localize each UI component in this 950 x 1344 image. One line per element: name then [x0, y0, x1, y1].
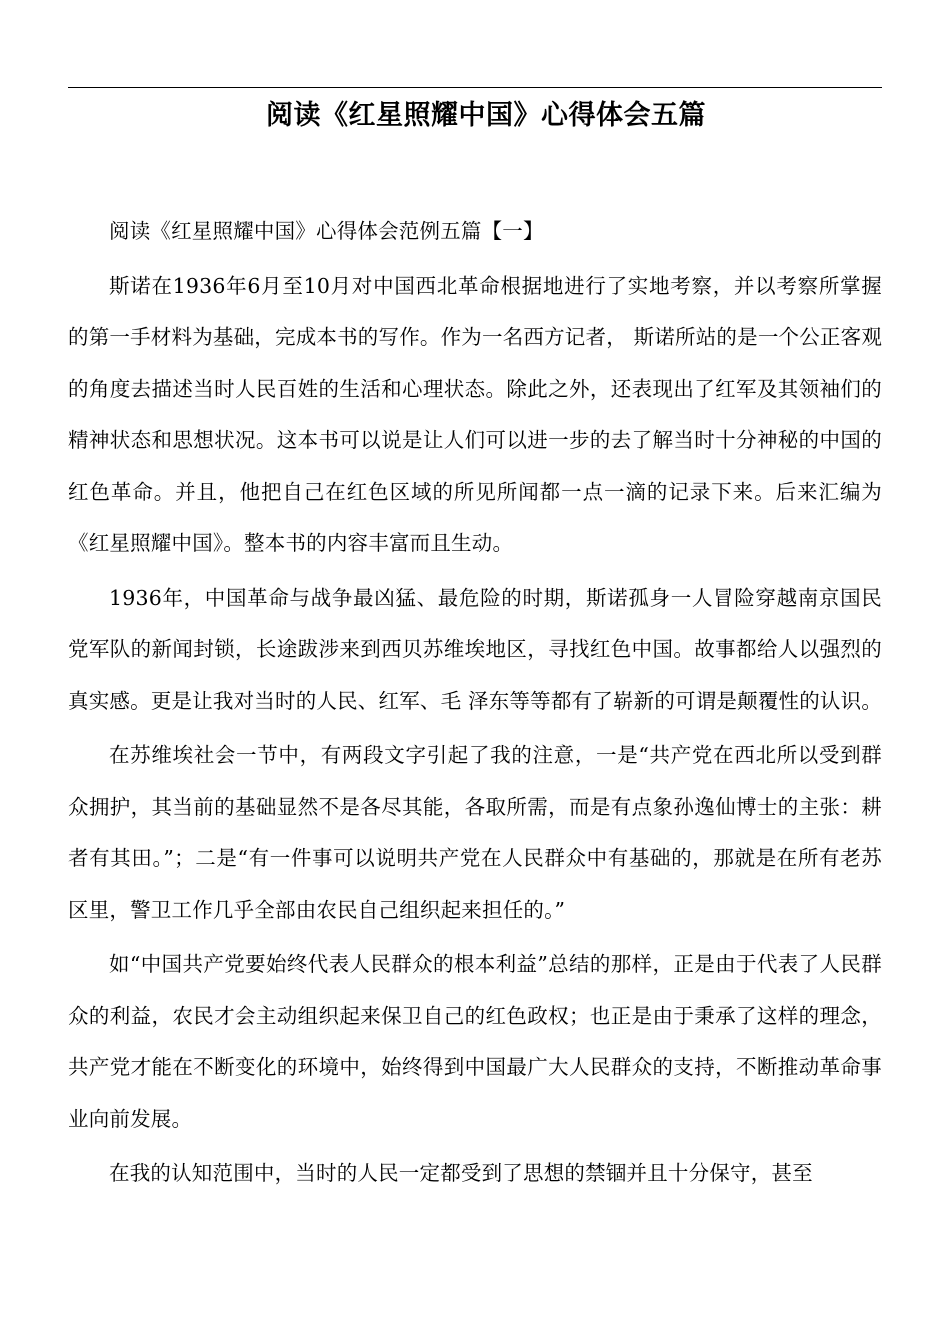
paragraph-2: 1936年，中国革命与战争最凶猛、最危险的时期，斯诺孤身一人冒险穿越南京国民党军队的新闻封锁，长途跋涉来到西贝苏维埃地区，寻找红色中国。故事都给人以强烈的真实感。更是让我对当时的人民、红军、毛 泽东等等都有了崭新的可谓是颠覆性的认识。 — [68, 585, 883, 713]
paragraph-5: 在我的认知范围中，当时的人民一定都受到了思想的禁锢并且十分保守，甚至 — [109, 1161, 813, 1185]
paragraph-3: 在苏维埃社会一节中，有两段文字引起了我的注意，一是“共产党在西北所以受到群众拥护，其当前的基础显然不是各尽其能，各取所需，而是有点象孙逸仙博士的主张：耕者有其田。”；二是“有一件事可以说明共产党在人民群众中有基础的，那就是在所有老苏区里，警卫工作几乎全部由农民自己组织起来担任的。” — [68, 743, 882, 922]
section-heading: 阅读《红星照耀中国》心得体会范例五篇【一】 — [109, 219, 544, 243]
paragraph-4: 如“中国共产党要始终代表人民群众的根本利益”总结的那样，正是由于代表了人民群众的利益，农民才会主动组织起来保卫自己的红色政权；也正是由于秉承了这样的理念，共产党才能在不断变化的环境中，始终得到中国最广大人民群众的支持，不断推动革命事业向前发展。 — [68, 952, 882, 1131]
document-title: 阅读《红星照耀中国》心得体会五篇 — [266, 100, 706, 131]
article-body — [68, 206, 882, 1203]
paragraph-1: 斯诺在1936年6月至10月对中国西北革命根据地进行了实地考察，并以考察所掌握的第一手材料为基础，完成本书的写作。作为一名西方记者， 斯诺所站的是一个公正客观的角度去描述当时人民百姓的生活和心理状态。除此之外，还表现出了红军及其领袖们的精神状态和思想状况。这本书可以说是让人们可以进一步的去了解当时十分神秘的中国的红色革命。并且，他把自己在红色区域的所见所闻都一点一滴的记录下来。后来汇编为《红星照耀中国》。整本书的内容丰富而且生动。 — [68, 273, 883, 555]
header-rule — [68, 87, 882, 88]
